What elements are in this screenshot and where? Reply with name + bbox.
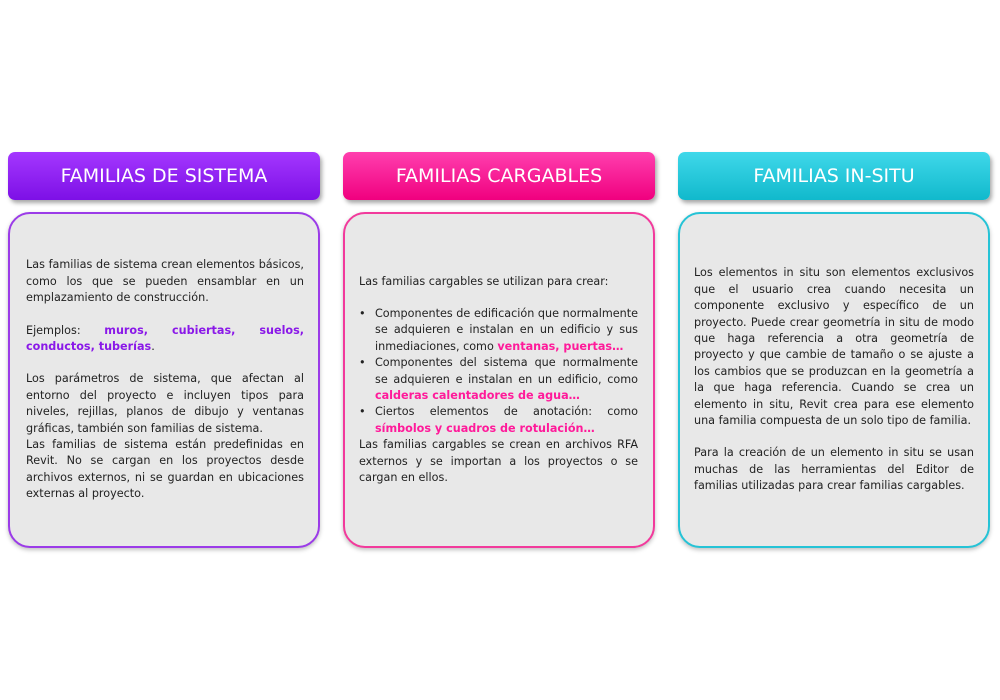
examples-paragraph bbox=[26, 323, 304, 356]
list-item bbox=[359, 404, 638, 437]
bullet-list bbox=[359, 306, 638, 437]
outro-text: Las familias cargables se crean en archivos RFA externos y se importan a los proyectos o se cargan en ellos. bbox=[359, 438, 638, 485]
examples-end: . bbox=[151, 339, 155, 353]
list-item-text: Componentes de edificación que normalmente se adquieren e instalan en un edificio y sus inmediaciones, como bbox=[375, 306, 638, 353]
intro-text: Las familias cargables se utilizan para crear: bbox=[359, 274, 609, 288]
paragraph: Para la creación de un elemento in situ se usan muchas de las herramientas del Editor de familias utilizadas para crear familias cargables. bbox=[694, 446, 974, 493]
header-familias-cargables bbox=[343, 152, 655, 200]
paragraph: Las familias de sistema están predefinidas en Revit. No se cargan en los proyectos desde archivos externos, ni se guardan en ubicaciones externas al proyecto. bbox=[26, 438, 304, 501]
examples-label: Ejemplos: bbox=[26, 323, 81, 337]
list-item bbox=[359, 355, 638, 404]
list-item-highlight: calderas calentadores de agua… bbox=[375, 389, 580, 402]
card-familias-sistema bbox=[8, 212, 320, 548]
bullet-icon: • bbox=[359, 405, 366, 419]
header-title: FAMILIAS IN-SITU bbox=[753, 165, 915, 187]
list-item-highlight: ventanas, puertas… bbox=[497, 339, 624, 353]
paragraph: Los parámetros de sistema, que afectan al entorno del proyecto e incluyen tipos para niveles, rejillas, planos de dibujo y ventanas gráficas, también son familias de sistema. bbox=[26, 372, 304, 435]
bullet-icon: • bbox=[359, 306, 366, 320]
header-familias-insitu bbox=[678, 152, 990, 200]
list-item-text: Ciertos elementos de anotación: como bbox=[375, 405, 638, 419]
list-item bbox=[359, 306, 638, 355]
examples-highlight: muros, cubiertas, suelos, conductos, tuberías bbox=[26, 323, 304, 353]
header-familias-sistema bbox=[8, 152, 320, 200]
paragraph: Las familias de sistema crean elementos básicos, como los que se pueden ensamblar en un emplazamiento de construcción. bbox=[26, 258, 304, 305]
paragraph: Los elementos in situ son elementos exclusivos que el usuario crea cuando necesita un componente exclusivo y específico de un proyecto. Puede crear geometría in situ de modo que haga referencia a otra geometría de proyecto y que cambie de tamaño o se ajuste a los cambios que se produzcan en la geometría a la que haga referencia. Cuando se crea un elemento in situ, Revit crea para ese elemento una familia compuesta de un solo tipo de familia. bbox=[694, 266, 974, 428]
bullet-icon: • bbox=[359, 356, 366, 370]
card-familias-cargables bbox=[343, 212, 655, 548]
card-familias-insitu bbox=[678, 212, 990, 548]
list-item-highlight: símbolos y cuadros de rotulación… bbox=[375, 421, 595, 435]
header-title: FAMILIAS CARGABLES bbox=[395, 165, 603, 187]
list-item-text: Componentes del sistema que normalmente se adquieren e instalan en un edificio, como bbox=[375, 356, 638, 386]
header-title: FAMILIAS DE SISTEMA bbox=[60, 165, 268, 187]
